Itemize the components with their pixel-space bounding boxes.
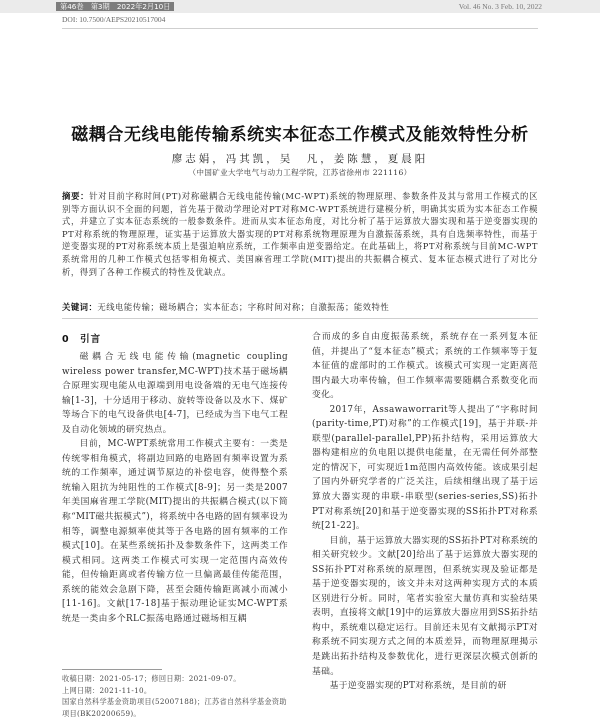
author-list: 廖志娟，冯其凯，吴 凡，姜陈慧，夏晨阳 <box>171 153 429 165</box>
section-heading-introduction: 0 引言 <box>62 334 102 345</box>
keywords <box>62 301 538 313</box>
right-column <box>312 330 538 694</box>
abstract <box>62 190 538 278</box>
paper-title: 磁耦合无线电能传输系统实本征态工作模式及能效特性分析 <box>71 125 529 145</box>
paragraph: 磁耦合无线电能传输(magnetic coupling wireless power transfer,MC-WPT)技术基于磁场耦合原理实现电能从电源端到用电设备端的无电气连接传输[1-3]，十分适用于移动、旋转等设备以及水下、煤矿等场合下的电气设备供电[4-7]，已经成为当下电气工程及自动化领域的研究热点。 <box>62 352 288 435</box>
paragraph: 目前，基于运算放大器实现的SS拓扑PT对称系统的相关研究较少。文献[20]给出了基于运算放大器实现的SS拓扑PT对称系统的原理图，但系统实现及验证都是基于逆变器实现的，该文并未对这两种实现方式的本质区别进行分析。同时，笔者实验室大量仿真和实验结果表明，直接将文献[19]中的运算放大器应用到SS拓扑结构中，系统难以稳定运行。目前还未见有文献揭示PT对称系统不同实现方式之间的本质差异，而物理原理揭示是跳出拓扑结构及参数优化，进行更深层次模式创新的基础。 <box>312 535 538 677</box>
affiliation: （中国矿业大学电气与动力工程学院，江苏省徐州市 221116） <box>188 168 412 177</box>
paragraph: 2017年，Assawaworrarit等人提出了“字称时间(parity-time,PT)对称”的工作模式[19]，基于并联-并联型(parallel-parallel,PP)拓扑结构，采用运算放大器构建相应的负电阻以提供电能量，在无需任何外部整定的情况下，可实现近1m范围内高效传能。该成果引起了国内外研究学者的广泛关注，后续相继出现了基于运算放大器实现的串联-串联型(series-series,SS)拓扑PT对称系统[20]和基于逆变器实现的SS拓扑PT对称系统[21-22]。 <box>312 404 538 532</box>
footnote-online: 上网日期：2021-11-10。 <box>62 685 152 695</box>
abstract-label: 摘要： <box>62 191 90 201</box>
footnote-received: 收稿日期：2021-05-17；修回日期：2021-09-07。 <box>62 674 241 683</box>
paragraph: 基于逆变器实现的PT对称系统，是目前的研 <box>329 681 507 692</box>
header-divider <box>62 28 538 29</box>
abstract-divider <box>62 318 538 319</box>
footnote-funding: 国家自然科学基金资助项目(52007188)；江苏省自然科学基金资助项目(BK20200659)。 <box>62 697 287 718</box>
doi-link[interactable]: DOI: 10.7500/AEPS20210517004 <box>62 15 166 24</box>
keywords-text: 无线电能传输；磁场耦合；实本征态；字称时间对称；自激振荡；能效特性 <box>97 302 390 312</box>
keywords-label: 关键词： <box>62 302 98 312</box>
volume-info: Vol. 46 No. 3 Feb. 10, 2022 <box>458 2 542 11</box>
paragraph: 合而成的多自由度振荡系统，系统存在一系列复本征值，并提出了“复本征态”模式；系统的工作频率等于复本征值的虚部时的工作模式。该模式可实现一定距离范围内最大功率传输，但工作频率需要随耦合系数变化而变化。 <box>312 332 538 401</box>
paragraph: 目前，MC-WPT系统常用工作模式主要有：一类是传统零相角模式，将副边回路的电路固有频率设置为系统的工作频率，通过调节原边的补偿电容，使得整个系统输入阻抗为纯阻性的工作模式[8-9]；另一类是2007年美国麻省理工学院(MIT)提出的共振耦合模式(以下简称“MIT磁共振模式”)，将系统中各电路的固有频率设为相等，调整电源频率使其等于各电路的固有频率的工作模式[10]。在某些系统拓扑及参数条件下，这两类工作模式相同。这两类工作模式可实现一定范围内高效传能，但传输距离或者传输方位一旦偏离最佳传能范围，系统的能效会急剧下降，甚至会随传输距离减小而减小[11-16]。文献[17-18]基于振动理论证实MC-WPT系统是一类由多个RLC振荡电路通过磁场相互耦 <box>62 439 288 624</box>
left-column <box>62 350 288 626</box>
journal-header-bar <box>0 0 600 13</box>
abstract-text: 针对目前字称时间(PT)对称磁耦合无线电能传输(MC-WPT)系统的物理原理、参数条件及其与常用工作模式的区别等方面认识不全面的问题，首先基于微动学理论对PT对称MC-WPT系统进行建模分析，明确其实质为实本征态工作模式，并建立了实本征态系统的一般参数条件。进而从实本征态角度，对比分析了基于运算放大器实现和基于逆变器实现的PT对称系统的物理原理，证实基于运算放大器实现的PT对称系统物理原理为自激振荡系统，具有自选频率特性，而基于逆变器实现的PT对称系统本质上是强迫响应系统，工作频率由逆变器给定。在此基础上，将PT对称系统与目前MC-WPT系统常用的几种工作模式包括零相角模式、美国麻省理工学院(MIT)提出的共振耦合模式、复本征态模式进行了对比分析，得到了各种工作模式的特性及优缺点。 <box>62 191 538 277</box>
footnote-divider <box>62 669 162 670</box>
issue-badge: 第46卷 第3期 2022年2月10日 <box>56 2 174 11</box>
footnotes <box>62 673 288 719</box>
